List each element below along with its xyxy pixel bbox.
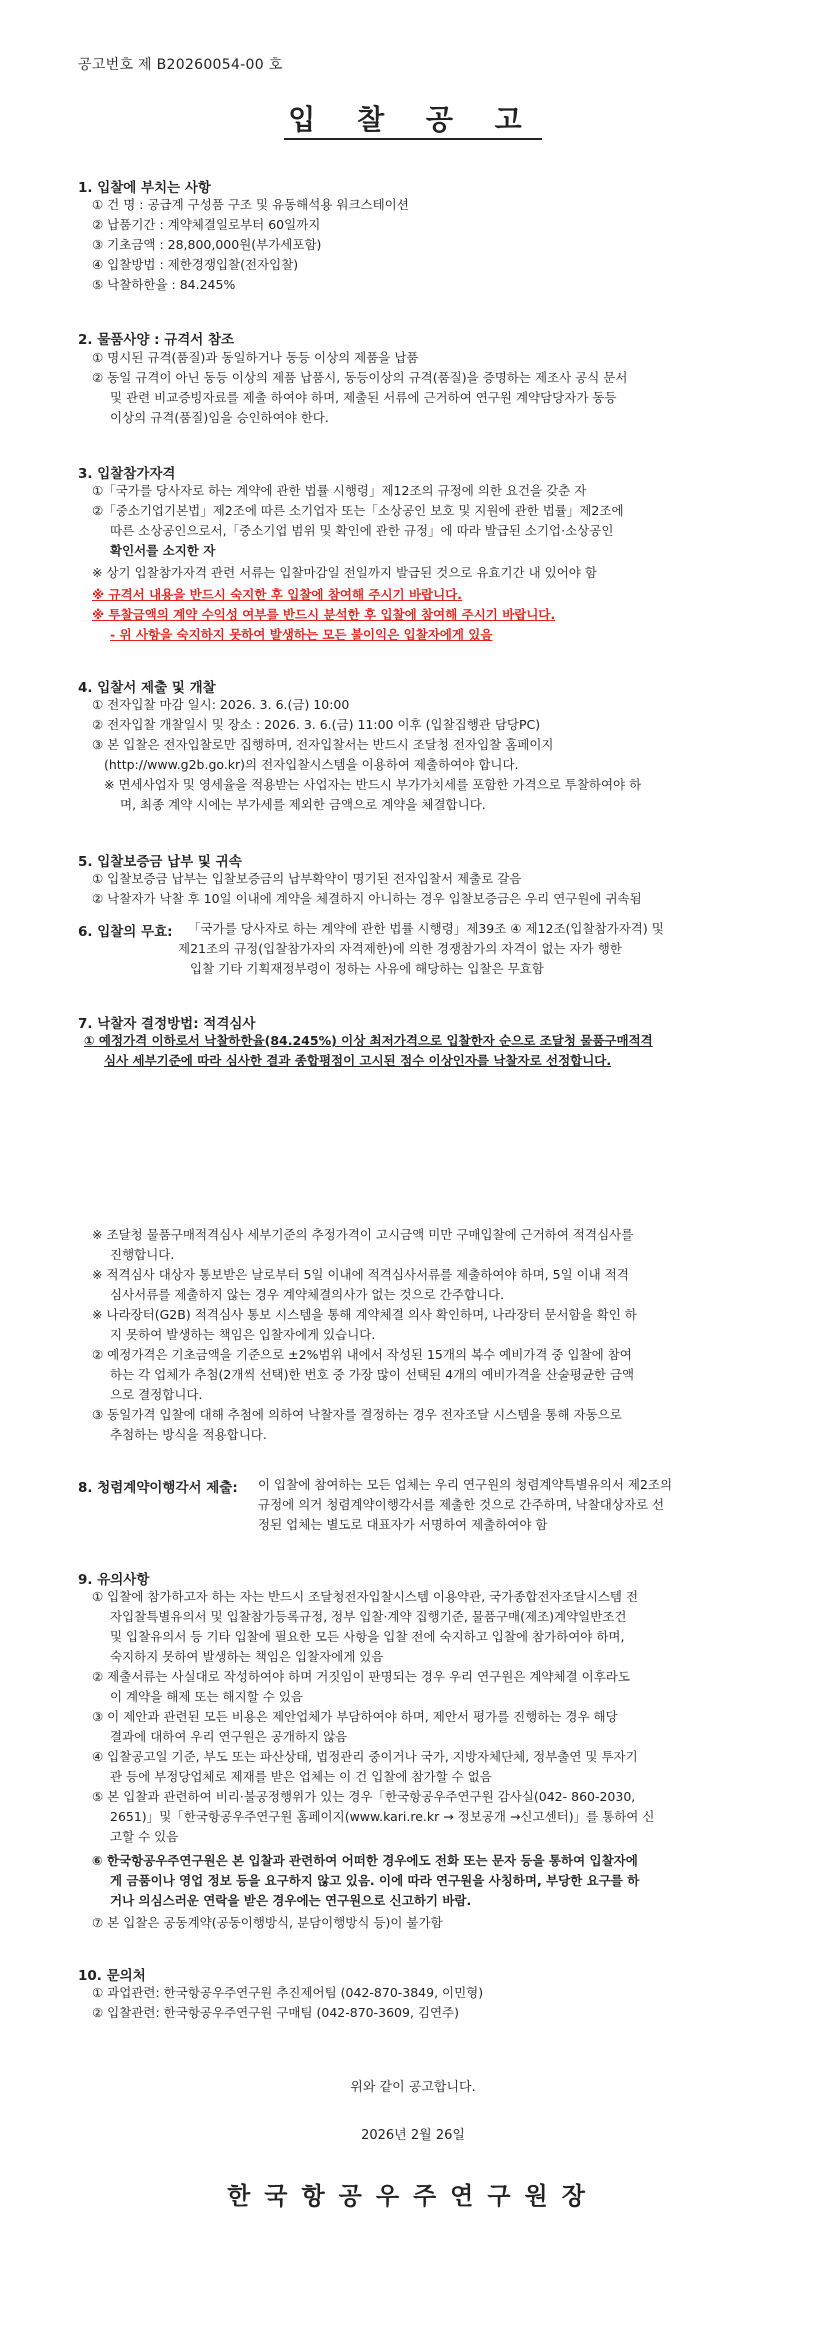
section-4-line-1: ① 전자입찰 마감 일시: 2026. 3. 6.(금) 10:00 bbox=[92, 697, 350, 712]
section-9-line-10: 관 등에 부정당업체로 제재를 받은 업체는 이 건 입찰에 참가할 수 없음 bbox=[110, 1769, 492, 1784]
section-7-heading: 7. 낙찰자 결정방법: 적격심사 bbox=[78, 1016, 256, 1032]
section-1-line-2: ② 납품기간 : 계약체결일로부터 60일까지 bbox=[92, 217, 321, 232]
section-1-line-4: ④ 입찰방법 : 제한경쟁입찰(전자입찰) bbox=[92, 257, 299, 272]
section-7-note-6: 지 못하여 발생하는 책임은 입찰자에게 있습니다. bbox=[110, 1327, 376, 1342]
section-5-heading: 5. 입찰보증금 납부 및 귀속 bbox=[78, 854, 242, 870]
section-1-line-3: ③ 기초금액 : 28,800,000원(부가세포함) bbox=[92, 237, 322, 252]
section-1-heading: 1. 입찰에 부치는 사항 bbox=[78, 180, 211, 196]
section-7-note-2: 진행합니다. bbox=[110, 1247, 175, 1262]
section-2-line-3: 및 관련 비교증빙자료를 제출 하여야 하며, 제출된 서류에 근거하여 연구원 계약담당자가 동등 bbox=[110, 390, 617, 405]
contact-line-1: ① 과업관련: 한국항공우주연구원 추진제어팀 (042-870-3849, 이민형) bbox=[92, 1985, 484, 2000]
section-7-note-1: ※ 조달청 물품구매적격심사 세부기준의 추정가격이 고시금액 미만 구매입찰에 근거하여 적격심사를 bbox=[92, 1227, 634, 1242]
section-7-note-3: ※ 적격심사 대상자 통보받은 날로부터 5일 이내에 적격심사서류를 제출하여야 하며, 5일 이내 적격 bbox=[92, 1267, 629, 1282]
section-9-line-8: 결과에 대하여 우리 연구원은 공개하지 않음 bbox=[110, 1729, 348, 1744]
section-7-line-2: 심사 세부기준에 따라 심사한 결과 종합평점이 고시된 점수 이상인자를 낙찰자로 선정합니다. bbox=[104, 1053, 612, 1068]
section-6-line-2: 제21조의 규정(입찰참가자의 자격제한)에 의한 경쟁참가의 자격이 없는 자가 행한 bbox=[178, 941, 622, 956]
section-2-line-4: 이상의 규격(품질)임을 승인하여야 한다. bbox=[110, 410, 329, 425]
section-4-line-6: 며, 최종 계약 시에는 부가세를 제외한 금액으로 계약을 체결합니다. bbox=[120, 797, 486, 812]
notice-number: 공고번호 제 B20260054-00 호 bbox=[78, 57, 283, 73]
section-2-line-2: ② 동일 규격이 아닌 동등 이상의 제품 납품시, 동등이상의 규격(품질)을 증명하는 제조사 공식 문서 bbox=[92, 370, 628, 385]
section-7-note-9: 으로 결정합니다. bbox=[110, 1387, 203, 1402]
section-5-line-1: ① 입찰보증금 납부는 입찰보증금의 납부확약이 명기된 전자입찰서 제출로 갈음 bbox=[92, 871, 522, 886]
section-4-line-2: ② 전자입찰 개찰일시 및 장소 : 2026. 3. 6.(금) 11:00 이후 (입찰집행관 담당PC) bbox=[92, 717, 541, 732]
section-4-line-3: ③ 본 입찰은 전자입찰로만 집행하며, 전자입찰서는 반드시 조달청 전자입찰 홈페이지 bbox=[92, 737, 554, 752]
section-3-line-1: ①「국가를 당사자로 하는 계약에 관한 법률 시행령」제12조의 규정에 의한 요건을 갖춘 자 bbox=[92, 483, 587, 498]
section-1-line-5: ⑤ 낙찰하한율 : 84.245% bbox=[92, 277, 236, 292]
section-7-note-10: ③ 동일가격 입찰에 대해 추첨에 의하여 낙찰자를 결정하는 경우 전자조달 시스템을 통해 자동으로 bbox=[92, 1407, 622, 1422]
section-6-line-3: 입찰 기타 기획재정부령이 정하는 사유에 해당하는 입찰은 무효함 bbox=[190, 961, 544, 976]
section-1-line-1: ① 건 명 : 공급계 구성품 구조 및 유동해석용 워크스테이션 bbox=[92, 197, 409, 212]
section-6-line-1: 「국가를 당사자로 하는 계약에 관한 법률 시행령」제39조 ④ 제12조(입찰참가자격) 및 bbox=[188, 921, 664, 936]
section-7-note-7: ② 예정가격은 기초금액을 기준으로 ±2%범위 내에서 작성된 15개의 복수 예비가격 중 입찰에 참여 bbox=[92, 1347, 632, 1362]
section-3-warning-1: ※ 규격서 내용을 반드시 숙지한 후 입찰에 참여해 주시기 바랍니다. bbox=[92, 587, 463, 602]
section-9-heading: 9. 유의사항 bbox=[78, 1572, 150, 1588]
contact-line-2: ② 입찰관련: 한국항공우주연구원 구매팀 (042-870-3609, 김연주) bbox=[92, 2005, 459, 2020]
section-2-line-1: ① 명시된 규격(품질)과 동일하거나 동등 이상의 제품을 납품 bbox=[92, 350, 419, 365]
section-9-line-12: 2651)」및「한국항공우주연구원 홈페이지(www.kari.re.kr → 정보공개 →신고센터)」를 통하여 신 bbox=[110, 1809, 655, 1824]
section-3-line-4: 확인서를 소지한 자 bbox=[110, 543, 216, 558]
section-5-line-2: ② 낙찰자가 낙찰 후 10일 이내에 계약을 체결하지 아니하는 경우 입찰보증금은 우리 연구원에 귀속됨 bbox=[92, 891, 642, 906]
section-9-line-5: ② 제출서류는 사실대로 작성하여야 하며 거짓임이 판명되는 경우 우리 연구원은 계약체결 이후라도 bbox=[92, 1669, 630, 1684]
section-9-line-3: 및 입찰유의서 등 기타 입찰에 필요한 모든 사항을 입찰 전에 숙지하고 입찰에 참가하여야 하며, bbox=[110, 1629, 625, 1644]
section-3-line-3: 따른 소상공인으로서,「중소기업 범위 및 확인에 관한 규정」에 따라 발급된 소기업·소상공인 bbox=[110, 523, 614, 538]
section-8-line-3: 정된 업체는 별도로 대표자가 서명하여 제출하여야 함 bbox=[258, 1517, 548, 1532]
section-4-heading: 4. 입찰서 제출 및 개찰 bbox=[78, 680, 216, 696]
closing-statement: 위와 같이 공고합니다. bbox=[350, 2080, 476, 2095]
section-3-line-5: ※ 상기 입찰참가자격 관련 서류는 입찰마감일 전일까지 발급된 것으로 유효기간 내 있어야 함 bbox=[92, 565, 597, 580]
section-9-line-2: 자입찰특별유의서 및 입찰참가등록규정, 정부 입찰·계약 집행기준, 물품구매(제조)계약일반조건 bbox=[110, 1609, 627, 1624]
section-7-note-4: 심사서류를 제출하지 않는 경우 계약체결의사가 없는 것으로 간주합니다. bbox=[110, 1287, 505, 1302]
section-10-heading: 10. 문의처 bbox=[78, 1968, 146, 1984]
section-8-line-1: 이 입찰에 참여하는 모든 업체는 우리 연구원의 청렴계약특별유의서 제2조의 bbox=[258, 1477, 673, 1492]
section-4-line-5: ※ 면세사업자 및 영세율을 적용받는 사업자는 반드시 부가가치세를 포함한 가격으로 투찰하여야 하 bbox=[104, 777, 642, 792]
section-9-line-4: 숙지하지 못하여 발생하는 책임은 입찰자에게 있음 bbox=[110, 1649, 384, 1664]
section-9-line-11: ⑤ 본 입찰과 관련하여 비리·불공정행위가 있는 경우「한국항공우주연구원 감사실(042- 860-2030, bbox=[92, 1789, 636, 1804]
section-9-line-13: 고할 수 있음 bbox=[110, 1829, 179, 1844]
section-3-heading: 3. 입찰참가자격 bbox=[78, 466, 176, 482]
section-7-line-1: ① 예정가격 이하로서 낙찰하한율(84.245%) 이상 최저가격으로 입찰한자 순으로 조달청 물품구매적격 bbox=[84, 1033, 653, 1048]
section-9-line-17: ⑦ 본 입찰은 공동계약(공동이행방식, 분담이행방식 등)이 불가함 bbox=[92, 1915, 443, 1930]
issuer-signature: 한국항공우주연구원장 bbox=[227, 2181, 599, 2210]
section-7-note-8: 하는 각 업체가 추첨(2개씩 선택)한 번호 중 가장 많이 선택된 4개의 예비가격을 산술평균한 금액 bbox=[110, 1367, 635, 1382]
section-6-heading: 6. 입찰의 무효: bbox=[78, 924, 173, 940]
section-9-line-16: 거나 의심스러운 연락을 받은 경우에는 연구원으로 신고하기 바람. bbox=[110, 1893, 472, 1908]
section-9-line-15: 게 금품이나 영업 정보 등을 요구하지 않고 있음. 이에 따라 연구원을 사칭하며, 부당한 요구를 하 bbox=[110, 1873, 640, 1888]
section-9-line-14: ⑥ 한국항공우주연구원은 본 입찰과 관련하여 어떠한 경우에도 전화 또는 문자 등을 통하여 입찰자에 bbox=[92, 1853, 638, 1868]
section-8-heading: 8. 청렴계약이행각서 제출: bbox=[78, 1480, 238, 1496]
notice-date: 2026년 2월 26일 bbox=[361, 2128, 465, 2143]
section-4-line-4: (http://www.g2b.go.kr)의 전자입찰시스템을 이용하여 제출하여야 합니다. bbox=[104, 757, 519, 772]
section-7-note-5: ※ 나라장터(G2B) 적격심사 통보 시스템을 통해 계약체결 의사 확인하며, 나라장터 문서함을 확인 하 bbox=[92, 1307, 637, 1322]
section-8-line-2: 규정에 의거 청렴계약이행각서를 제출한 것으로 간주하며, 낙찰대상자로 선 bbox=[258, 1497, 665, 1512]
page-title bbox=[0, 98, 826, 138]
section-9-line-9: ④ 입찰공고일 기준, 부도 또는 파산상태, 법정관리 중이거나 국가, 지방자체단체, 정부출연 및 투자기 bbox=[92, 1749, 638, 1764]
title-text: 입 찰 공 고 bbox=[284, 103, 541, 140]
section-2-heading: 2. 물품사양 : 규격서 참조 bbox=[78, 332, 235, 348]
section-9-line-7: ③ 이 제안과 관련된 모든 비용은 제안업체가 부담하여야 하며, 제안서 평가를 진행하는 경우 해당 bbox=[92, 1709, 618, 1724]
section-9-line-1: ① 입찰에 참가하고자 하는 자는 반드시 조달청전자입찰시스템 이용약관, 국가종합전자조달시스템 전 bbox=[92, 1589, 639, 1604]
section-9-line-6: 이 계약을 해제 또는 해지할 수 있음 bbox=[110, 1689, 303, 1704]
section-3-warning-2: ※ 투찰금액의 계약 수익성 여부를 반드시 분석한 후 입찰에 참여해 주시기 바랍니다. bbox=[92, 607, 556, 622]
section-3-warning-3: - 위 사항을 숙지하지 못하여 발생하는 모든 불이익은 입찰자에게 있음 bbox=[110, 627, 493, 642]
section-7-note-11: 추첨하는 방식을 적용합니다. bbox=[110, 1427, 267, 1442]
section-3-line-2: ②「중소기업기본법」제2조에 따른 소기업자 또는「소상공인 보호 및 지원에 관한 법률」제2조에 bbox=[92, 503, 624, 518]
